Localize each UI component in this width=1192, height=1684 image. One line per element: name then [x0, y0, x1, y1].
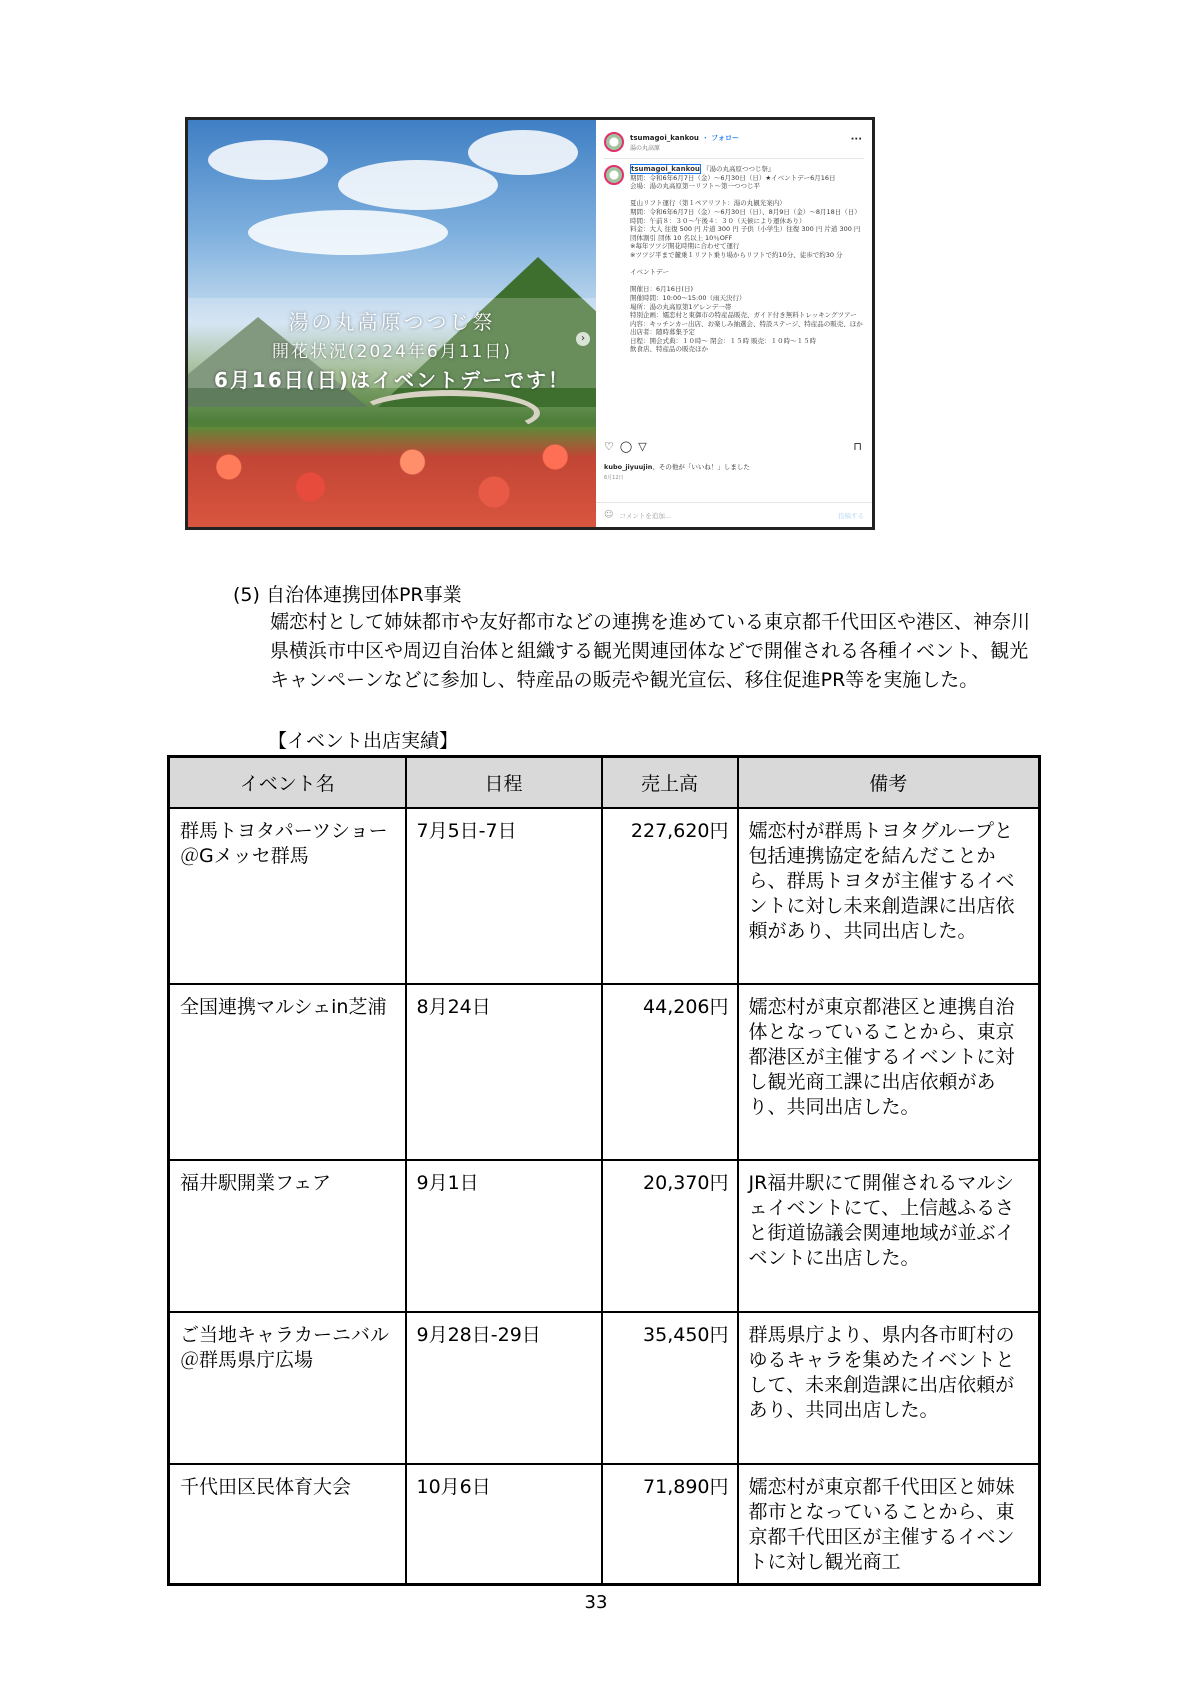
- table-row: [169, 1464, 1040, 1585]
- event-results-table: [167, 755, 1041, 1586]
- emoji-icon[interactable]: ☺: [604, 510, 614, 520]
- section-title: (5) 自治体連携団体PR事業: [233, 584, 462, 606]
- likes-line: [604, 462, 750, 471]
- event-name: 福井駅開業フェア: [169, 1160, 406, 1312]
- header-sales: 売上高: [602, 757, 738, 809]
- table-header-row: [169, 757, 1040, 809]
- overlay-event-day: 6月16日(日)はイベントデーです！: [213, 368, 571, 392]
- table-row: [169, 1312, 1040, 1464]
- table-label: 【イベント出店実績】: [268, 730, 459, 752]
- header-event-name: イベント名: [169, 757, 406, 809]
- comment-icon[interactable]: ◯: [619, 440, 633, 453]
- photo-overlay-text: [188, 298, 596, 392]
- event-date: 10月6日: [406, 1464, 602, 1585]
- event-sales: 71,890円: [602, 1464, 738, 1585]
- table-row: [169, 1160, 1040, 1312]
- cloud: [208, 140, 328, 180]
- event-note: 嬬恋村が東京都港区と連携自治体となっていることから、東京都港区が主催するイベントに対し観光商工課に出店依頼があり、共同出店した。: [738, 984, 1040, 1160]
- instagram-post-screenshot: [185, 117, 875, 530]
- event-name: 千代田区民体育大会: [169, 1464, 406, 1585]
- caption-text: 『湯の丸高原つつじ祭』 期間：令和6年6月7日（金）～6月30日（日）★イベントデー6月16日 会場：湯の丸高原第一リフト～第一つつじ平 夏山リフト運行（第１ペアリフト：湯の丸観光案内） 期間：令和6年6月7日（金）～6月30日（日）、8月9日（金）～8月18日（日） 時間：午前８：３０～午後４：３０（天候により運休あり） 料金：大人 往復 500 円 片道 300 円 子供（小学生）往復 300 円 片道 300 円 団体割引 団体 10 名以上 10％OFF ※毎年ツツジ開花時期に合わせて運行 ※ツツジ平まで麓乗１リフト乗り場からリフトで約10分、徒歩で約30 分 イベントデー 開催日：6月16日(日) 開催時間：10:00～15:00（雨天決行） 場所：湯の丸高原第1ゲレンデ一帯 特別企画：嬬恋村と東御市の特産品販売、ガイド付き無料トレッキングツアー 内容：キッチンカー出店、お楽しみ抽選会、特設ステージ、特産品の販売、ほか 出店者：随時募集予定 日程：開会式典：１０時～ 閉会：１５時 販売：１０時～１５時 飲食店、特産品の販売ほか: [630, 165, 863, 354]
- header-date: 日程: [406, 757, 602, 809]
- follow-button[interactable]: ・ フォロー: [701, 133, 739, 142]
- section-body: 嬬恋村として姉妹都市や友好都市などの連携を進めている東京都千代田区や港区、神奈川県横浜市中区や周辺自治体と組織する観光関連団体などで開催される各種イベント、観光キャンペーンなどに参加し、特産品の販売や観光宣伝、移住促進PR等を実施した。: [270, 611, 1031, 691]
- event-date: 7月5日-7日: [406, 808, 602, 984]
- cloud: [468, 130, 578, 175]
- overlay-title: 湯の丸高原つつじ祭: [288, 310, 496, 334]
- action-bar: [604, 440, 862, 453]
- next-photo-icon[interactable]: ›: [576, 332, 590, 346]
- more-icon[interactable]: ···: [850, 134, 862, 145]
- likes-text: 、その他が「いいね！」しました: [652, 463, 750, 471]
- liker-name[interactable]: kubo_jiyuujin: [604, 463, 653, 471]
- location[interactable]: 湯の丸高原: [630, 144, 661, 152]
- event-date: 9月28日-29日: [406, 1312, 602, 1464]
- header-notes: 備考: [738, 757, 1040, 809]
- overlay-status: 開花状況(2024年6月11日): [272, 342, 512, 362]
- avatar[interactable]: [604, 132, 624, 152]
- event-name: 群馬トヨタパーツショー＠Gメッセ群馬: [169, 808, 406, 984]
- event-sales: 20,370円: [602, 1160, 738, 1312]
- event-sales: 227,620円: [602, 808, 738, 984]
- table-row: [169, 984, 1040, 1160]
- event-name: ご当地キャラカーニバル＠群馬県庁広場: [169, 1312, 406, 1464]
- caption-avatar[interactable]: [604, 165, 624, 185]
- cloud: [248, 210, 448, 255]
- azalea-festival-photo: [188, 120, 596, 527]
- post-caption: [604, 165, 864, 354]
- post-date: 6月12日: [604, 475, 624, 481]
- bookmark-icon[interactable]: ⊓: [853, 440, 862, 453]
- event-note: 群馬県庁より、県内各市町村のゆるキャラを集めたイベントとして、未来創造課に出店依頼があり、共同出店した。: [738, 1312, 1040, 1464]
- event-date: 8月24日: [406, 984, 602, 1160]
- event-sales: 44,206円: [602, 984, 738, 1160]
- azalea-flowers: [188, 427, 596, 527]
- event-note: 嬬恋村が群馬トヨタグループと包括連携協定を結んだことから、群馬トヨタが主催するイベントに対し未来創造課に出店依頼があり、共同出店した。: [738, 808, 1040, 984]
- event-note: JR福井駅にて開催されるマルシェイベントにて、上信越ふるさと街道協議会関連地域が並ぶイベントに出店した。: [738, 1160, 1040, 1312]
- account-name[interactable]: tsumagoi_kankou: [630, 133, 699, 142]
- page-number: 33: [584, 1592, 608, 1613]
- cloud: [338, 160, 498, 210]
- event-name: 全国連携マルシェin芝浦: [169, 984, 406, 1160]
- event-date: 9月1日: [406, 1160, 602, 1312]
- share-icon[interactable]: ▽: [638, 440, 647, 453]
- event-note: 嬬恋村が東京都千代田区と姉妹都市となっていることから、東京都千代田区が主催するイベントに対し観光商工: [738, 1464, 1040, 1585]
- event-sales: 35,450円: [602, 1312, 738, 1464]
- table-row: [169, 808, 1040, 984]
- post-panel: [596, 120, 872, 527]
- post-comment-button[interactable]: 投稿する: [838, 511, 864, 520]
- comment-input[interactable]: コメントを追加...: [619, 511, 672, 520]
- caption-account[interactable]: tsumagoi_kankou: [631, 165, 700, 173]
- post-header: [604, 126, 864, 159]
- comment-bar: [596, 502, 872, 527]
- heart-icon[interactable]: ♡: [604, 440, 614, 453]
